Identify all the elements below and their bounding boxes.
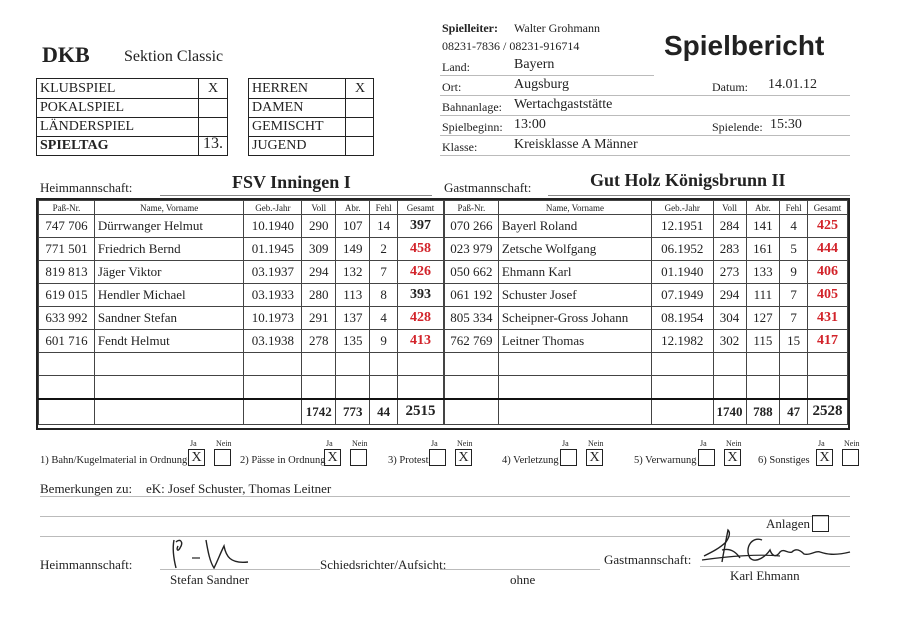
- player-gesamt: 406: [808, 261, 848, 284]
- player-name: [498, 353, 651, 376]
- spieltag-label: SPIELTAG: [40, 138, 109, 153]
- check-ja-box[interactable]: X: [324, 449, 341, 466]
- column-header: Abr.: [746, 201, 780, 215]
- datum-value: 14.01.12: [768, 77, 817, 92]
- totals-row: [445, 399, 848, 425]
- column-header: Paß-Nr.: [39, 201, 95, 215]
- check-nein-header: Nein: [457, 439, 473, 448]
- column-header: Voll: [713, 201, 746, 215]
- player-voll: [713, 376, 746, 399]
- player-pass: 023 979: [445, 238, 499, 261]
- player-fehl: 2: [370, 238, 398, 261]
- total-abr: 788: [746, 399, 780, 425]
- anlagen-label: Anlagen: [766, 516, 811, 531]
- player-geb: 01.1945: [244, 238, 302, 261]
- player-row: [445, 307, 848, 330]
- player-row: [445, 376, 848, 399]
- player-fehl: 8: [370, 284, 398, 307]
- player-name: Hendler Michael: [94, 284, 244, 307]
- player-gesamt: [398, 376, 444, 399]
- total-empty: [652, 399, 714, 425]
- player-pass: 747 706: [39, 215, 95, 238]
- check-ja-header: Ja: [818, 439, 825, 448]
- player-row: [445, 215, 848, 238]
- total-voll: 1742: [302, 399, 336, 425]
- total-fehl: 47: [780, 399, 808, 425]
- player-row: [39, 376, 444, 399]
- player-geb: 03.1937: [244, 261, 302, 284]
- column-header: Fehl: [780, 201, 808, 215]
- klasse-value: Kreisklasse A Männer: [514, 137, 638, 152]
- total-gesamt: 2528: [808, 399, 848, 425]
- player-fehl: [370, 376, 398, 399]
- player-fehl: [780, 376, 808, 399]
- player-gesamt: 431: [808, 307, 848, 330]
- player-gesamt: 413: [398, 330, 444, 353]
- column-header: Gesamt: [398, 201, 444, 215]
- totals-row: [39, 399, 444, 425]
- player-abr: 135: [336, 330, 370, 353]
- player-geb: 06.1952: [652, 238, 714, 261]
- check-ja-box[interactable]: [698, 449, 715, 466]
- player-gesamt: [808, 353, 848, 376]
- check-label: 5) Verwarnung: [634, 455, 697, 466]
- player-name: Leitner Thomas: [498, 330, 651, 353]
- guest-signature-label: Gastmannschaft:: [604, 552, 692, 567]
- player-fehl: 7: [780, 284, 808, 307]
- player-geb: 03.1933: [244, 284, 302, 307]
- total-gesamt: 2515: [398, 399, 444, 425]
- player-pass: [39, 376, 95, 399]
- total-empty: [39, 399, 95, 425]
- player-fehl: 7: [780, 307, 808, 330]
- category-label: DAMEN: [252, 100, 304, 115]
- player-geb: 10.1973: [244, 307, 302, 330]
- player-gesamt: [808, 376, 848, 399]
- player-fehl: 4: [780, 215, 808, 238]
- player-gesamt: 458: [398, 238, 444, 261]
- player-row: [445, 353, 848, 376]
- check-nein-header: Nein: [588, 439, 604, 448]
- player-name: Zetsche Wolfgang: [498, 238, 651, 261]
- player-voll: 290: [302, 215, 336, 238]
- spielleiter-value: Walter Grohmann: [514, 21, 601, 35]
- check-ja-box[interactable]: [560, 449, 577, 466]
- category-label: JUGEND: [252, 138, 307, 153]
- check-ja-header: Ja: [190, 439, 197, 448]
- player-voll: 302: [713, 330, 746, 353]
- total-empty: [498, 399, 651, 425]
- referee-name: ohne: [510, 572, 536, 587]
- player-voll: [302, 376, 336, 399]
- match-type-box: [36, 78, 228, 156]
- player-name: [498, 376, 651, 399]
- player-pass: [445, 353, 499, 376]
- category-mark: X: [355, 81, 366, 96]
- player-voll: 291: [302, 307, 336, 330]
- phone-value: 08231-7836 / 08231-916714: [442, 39, 580, 53]
- match-type-label: POKALSPIEL: [40, 100, 125, 115]
- player-pass: 070 266: [445, 215, 499, 238]
- player-fehl: 4: [370, 307, 398, 330]
- column-header: Voll: [302, 201, 336, 215]
- org-name: DKB: [42, 42, 90, 67]
- total-empty: [244, 399, 302, 425]
- player-row: [445, 261, 848, 284]
- player-pass: 819 813: [39, 261, 95, 284]
- spielleiter-label: Spielleiter:: [442, 21, 498, 35]
- player-geb: [652, 376, 714, 399]
- column-header: Name, Vorname: [498, 201, 651, 215]
- player-gesamt: 425: [808, 215, 848, 238]
- player-geb: [652, 353, 714, 376]
- spielende-value: 15:30: [770, 117, 802, 132]
- check-nein-header: Nein: [844, 439, 860, 448]
- player-abr: [336, 353, 370, 376]
- player-abr: 127: [746, 307, 780, 330]
- player-pass: 601 716: [39, 330, 95, 353]
- player-geb: 08.1954: [652, 307, 714, 330]
- player-abr: 132: [336, 261, 370, 284]
- player-row: [445, 330, 848, 353]
- player-abr: 107: [336, 215, 370, 238]
- player-pass: 762 769: [445, 330, 499, 353]
- ort-value: Augsburg: [514, 77, 569, 92]
- check-ja-header: Ja: [700, 439, 707, 448]
- category-box: [248, 78, 374, 156]
- check-nein-header: Nein: [216, 439, 232, 448]
- column-header: Name, Vorname: [94, 201, 244, 215]
- player-abr: [336, 376, 370, 399]
- spielbeginn-value: 13:00: [514, 117, 546, 132]
- check-label: 3) Protest: [388, 455, 429, 466]
- check-nein-header: Nein: [352, 439, 368, 448]
- player-gesamt: 397: [398, 215, 444, 238]
- player-name: [94, 353, 244, 376]
- player-geb: 12.1982: [652, 330, 714, 353]
- ort-label: Ort:: [442, 80, 462, 94]
- match-type-mark: X: [208, 81, 219, 96]
- player-abr: [746, 376, 780, 399]
- player-pass: 805 334: [445, 307, 499, 330]
- check-label: 2) Pässe in Ordnung: [240, 455, 326, 466]
- guest-signer-name: Karl Ehmann: [730, 568, 800, 583]
- player-row: [39, 284, 444, 307]
- player-row: [39, 307, 444, 330]
- player-gesamt: 428: [398, 307, 444, 330]
- player-voll: 309: [302, 238, 336, 261]
- player-fehl: 15: [780, 330, 808, 353]
- bemerkungen-value: eK: Josef Schuster, Thomas Leitner: [146, 481, 332, 496]
- bahnanlage-label: Bahnanlage:: [442, 100, 502, 114]
- player-voll: 294: [302, 261, 336, 284]
- section-name: Sektion Classic: [124, 48, 224, 65]
- check-ja-box[interactable]: X: [816, 449, 833, 466]
- home-signature-label: Heimmannschaft:: [40, 557, 133, 572]
- check-nein-header: Nein: [726, 439, 742, 448]
- home-signature-icon: [166, 532, 256, 574]
- player-fehl: 7: [370, 261, 398, 284]
- player-voll: 283: [713, 238, 746, 261]
- total-abr: 773: [336, 399, 370, 425]
- column-header: Geb.-Jahr: [652, 201, 714, 215]
- home-score-table: [38, 200, 444, 425]
- home-team-label: Heimmannschaft:: [40, 180, 133, 195]
- spielbeginn-label: Spielbeginn:: [442, 120, 503, 134]
- player-name: Scheipner-Gross Johann: [498, 307, 651, 330]
- player-abr: [746, 353, 780, 376]
- player-gesamt: 393: [398, 284, 444, 307]
- player-name: Sandner Stefan: [94, 307, 244, 330]
- player-geb: [244, 376, 302, 399]
- check-ja-box[interactable]: X: [188, 449, 205, 466]
- player-fehl: 9: [370, 330, 398, 353]
- check-label: 6) Sonstiges: [758, 455, 810, 466]
- player-row: [39, 261, 444, 284]
- match-type-label: KLUBSPIEL: [40, 81, 116, 96]
- player-pass: 771 501: [39, 238, 95, 261]
- check-ja-header: Ja: [326, 439, 333, 448]
- player-voll: 273: [713, 261, 746, 284]
- player-abr: 141: [746, 215, 780, 238]
- check-ja-header: Ja: [431, 439, 438, 448]
- player-row: [445, 284, 848, 307]
- player-fehl: 5: [780, 238, 808, 261]
- bahnanlage-value: Wertachgaststätte: [514, 97, 613, 112]
- check-ja-header: Ja: [562, 439, 569, 448]
- player-fehl: 9: [780, 261, 808, 284]
- player-voll: [302, 353, 336, 376]
- checks-row: [0, 440, 900, 470]
- player-voll: 280: [302, 284, 336, 307]
- player-geb: 03.1938: [244, 330, 302, 353]
- player-name: Schuster Josef: [498, 284, 651, 307]
- guest-team-label: Gastmannschaft:: [444, 180, 532, 195]
- player-gesamt: 417: [808, 330, 848, 353]
- player-voll: 284: [713, 215, 746, 238]
- player-pass: 050 662: [445, 261, 499, 284]
- player-pass: [39, 353, 95, 376]
- category-label: GEMISCHT: [252, 119, 324, 134]
- player-row: [445, 238, 848, 261]
- check-nein-box[interactable]: X: [724, 449, 741, 466]
- total-empty: [94, 399, 244, 425]
- column-header: Geb.-Jahr: [244, 201, 302, 215]
- land-label: Land:: [442, 60, 470, 74]
- player-name: Dürrwanger Helmut: [94, 215, 244, 238]
- player-geb: [244, 353, 302, 376]
- check-nein-box[interactable]: [214, 449, 231, 466]
- total-fehl: 44: [370, 399, 398, 425]
- total-voll: 1740: [713, 399, 746, 425]
- player-name: Bayerl Roland: [498, 215, 651, 238]
- column-header: Gesamt: [808, 201, 848, 215]
- player-name: Fendt Helmut: [94, 330, 244, 353]
- player-gesamt: 426: [398, 261, 444, 284]
- player-voll: 278: [302, 330, 336, 353]
- player-voll: 304: [713, 307, 746, 330]
- player-gesamt: [398, 353, 444, 376]
- player-name: Ehmann Karl: [498, 261, 651, 284]
- player-name: Friedrich Bernd: [94, 238, 244, 261]
- klasse-label: Klasse:: [442, 140, 478, 154]
- player-geb: 10.1940: [244, 215, 302, 238]
- player-abr: 149: [336, 238, 370, 261]
- referee-label: Schiedsrichter/Aufsicht:: [320, 557, 447, 572]
- player-abr: 161: [746, 238, 780, 261]
- land-value: Bayern: [514, 57, 555, 72]
- category-label: HERREN: [252, 81, 308, 96]
- player-abr: 111: [746, 284, 780, 307]
- player-row: [39, 330, 444, 353]
- spieltag-value: 13.: [203, 135, 223, 152]
- player-pass: 061 192: [445, 284, 499, 307]
- page-title: Spielbericht: [664, 30, 825, 61]
- check-nein-box[interactable]: X: [586, 449, 603, 466]
- check-nein-box[interactable]: [350, 449, 367, 466]
- check-label: 1) Bahn/Kugelmaterial in Ordnung: [40, 455, 188, 466]
- player-geb: 07.1949: [652, 284, 714, 307]
- guest-score-table: [444, 200, 848, 425]
- player-row: [39, 353, 444, 376]
- player-pass: 633 992: [39, 307, 95, 330]
- player-fehl: [780, 353, 808, 376]
- player-name: Jäger Viktor: [94, 261, 244, 284]
- spielende-label: Spielende:: [712, 120, 763, 134]
- total-empty: [445, 399, 499, 425]
- guest-team-name: Gut Holz Königsbrunn II: [590, 170, 786, 190]
- check-label: 4) Verletzung: [502, 455, 559, 466]
- check-nein-box[interactable]: X: [455, 449, 472, 466]
- check-nein-box[interactable]: [842, 449, 859, 466]
- player-geb: 12.1951: [652, 215, 714, 238]
- home-signer-name: Stefan Sandner: [170, 572, 250, 587]
- player-abr: 115: [746, 330, 780, 353]
- player-voll: 294: [713, 284, 746, 307]
- player-voll: [713, 353, 746, 376]
- player-row: [39, 238, 444, 261]
- player-geb: 01.1940: [652, 261, 714, 284]
- player-gesamt: 405: [808, 284, 848, 307]
- player-pass: 619 015: [39, 284, 95, 307]
- player-row: [39, 215, 444, 238]
- player-gesamt: 444: [808, 238, 848, 261]
- bemerkungen-label: Bemerkungen zu:: [40, 481, 133, 496]
- player-fehl: [370, 353, 398, 376]
- column-header: Paß-Nr.: [445, 201, 499, 215]
- player-abr: 133: [746, 261, 780, 284]
- match-type-label: LÄNDERSPIEL: [40, 119, 135, 134]
- player-pass: [445, 376, 499, 399]
- home-team-name: FSV Inningen I: [232, 172, 351, 192]
- check-ja-box[interactable]: [429, 449, 446, 466]
- player-abr: 113: [336, 284, 370, 307]
- column-header: Fehl: [370, 201, 398, 215]
- player-name: [94, 376, 244, 399]
- player-abr: 137: [336, 307, 370, 330]
- datum-label: Datum:: [712, 80, 748, 94]
- column-header: Abr.: [336, 201, 370, 215]
- player-fehl: 14: [370, 215, 398, 238]
